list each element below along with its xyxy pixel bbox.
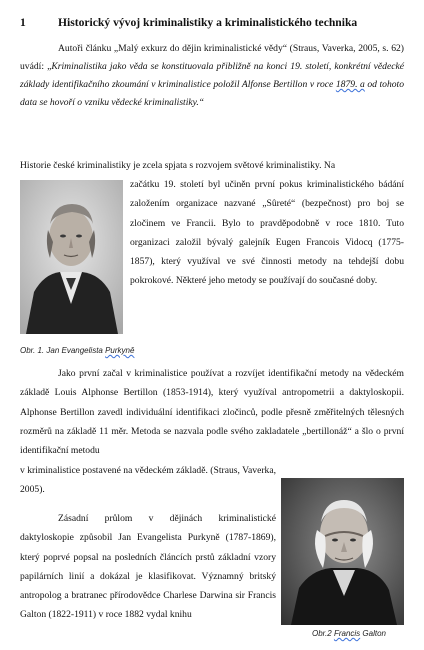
portrait-photo-galton: [281, 478, 404, 625]
figure2-caption-name: Francis: [333, 629, 361, 638]
quote-italic-a: Kriminalistika jako věda se konstituovala přibližně na konci 19. století, konkrétní vědecké základy identifikačního zkoumání v kriminalistice položil Alfonse Bertillon v roce: [20, 61, 405, 90]
section-title: Historický vývoj kriminalistiky a kriminalistického technika: [58, 16, 358, 29]
quote-intro: Autoři článku „Malý exkurz do dějin kriminalistické vědy“ (Straus, Vaverka, 2005, s. 62) uvádí: „: [20, 43, 404, 72]
figure2-caption-suffix: Galton: [360, 629, 386, 638]
history-first-line: Historie české kriminalistiky je zcela spjata s rozvojem světové kriminalistiky. Na: [20, 160, 336, 171]
quote-paragraph: [20, 40, 404, 112]
portrait-galton-image: [281, 478, 404, 625]
history-wrapped-text: začátku 19. století byl učiněn první pokus kriminalistického bádání založením organizace nazvané „Sûreté“ (bezpečnost) pro boj se zločinem ve Francii. Bylo to pravděpodobně v roce 1810. Tuto organizaci založil bývalý galejník Eugen Francois Vidocq (1775-1857), který využíval ve své činnosti metody na tehdejší dobu pokrokové. Některé jeho metody se používají do současné doby.: [130, 179, 404, 287]
section-heading: [20, 16, 357, 29]
bertillon-paragraph: Jako první začal v kriminalistice používat a rozvíjet identifikační metody na vědeckém základě Louis Alphonse Bertillon (1853-1914), který využíval antropometrii a daktyloskopii. Alphonse Bertillon zavedl individuální identifikaci zločinců, podle přesně změřitelných tělesných rozměrů na základě 11 měr. Metoda se nazvala podle svého zakladatele „bertillonáž“ a šlo o první identifikační metodu: [20, 368, 404, 457]
bertillon-wrapped-text: v kriminalistice postavené na vědeckém základě. (Straus, Vaverka, 2005).: [20, 465, 276, 496]
quote-year: 1879. a: [335, 79, 365, 90]
figure2-caption: [312, 629, 386, 638]
figure2-caption-prefix: Obr.2: [312, 629, 334, 638]
portrait-photo-purkyne: [20, 180, 123, 334]
section-number: 1: [20, 16, 26, 29]
figure1-caption-prefix: Obr. 1. Jan Evangelista: [20, 346, 106, 355]
portrait-purkyne-image: [20, 180, 123, 334]
quote-italic-b: od tohoto data se hovoří o vzniku vědecké kriminalistiky.“: [20, 79, 405, 108]
purkyne-paragraph: Zásadní průlom v dějinách kriminalistické daktyloskopie způsobil Jan Evangelista Purkyně (1787-1869), který poprvé popsal na posledních článcích prstů základní vzory papilárních linií a dokázal je klasifikovat. Významný britský antropolog a bratranec přírodovědce Charlese Darwina sir Francis Galton (1822-1911) v roce 1882 vydal knihu: [20, 513, 276, 621]
figure1-caption-name: Purkyně: [105, 346, 135, 355]
figure1-caption: [20, 346, 134, 355]
